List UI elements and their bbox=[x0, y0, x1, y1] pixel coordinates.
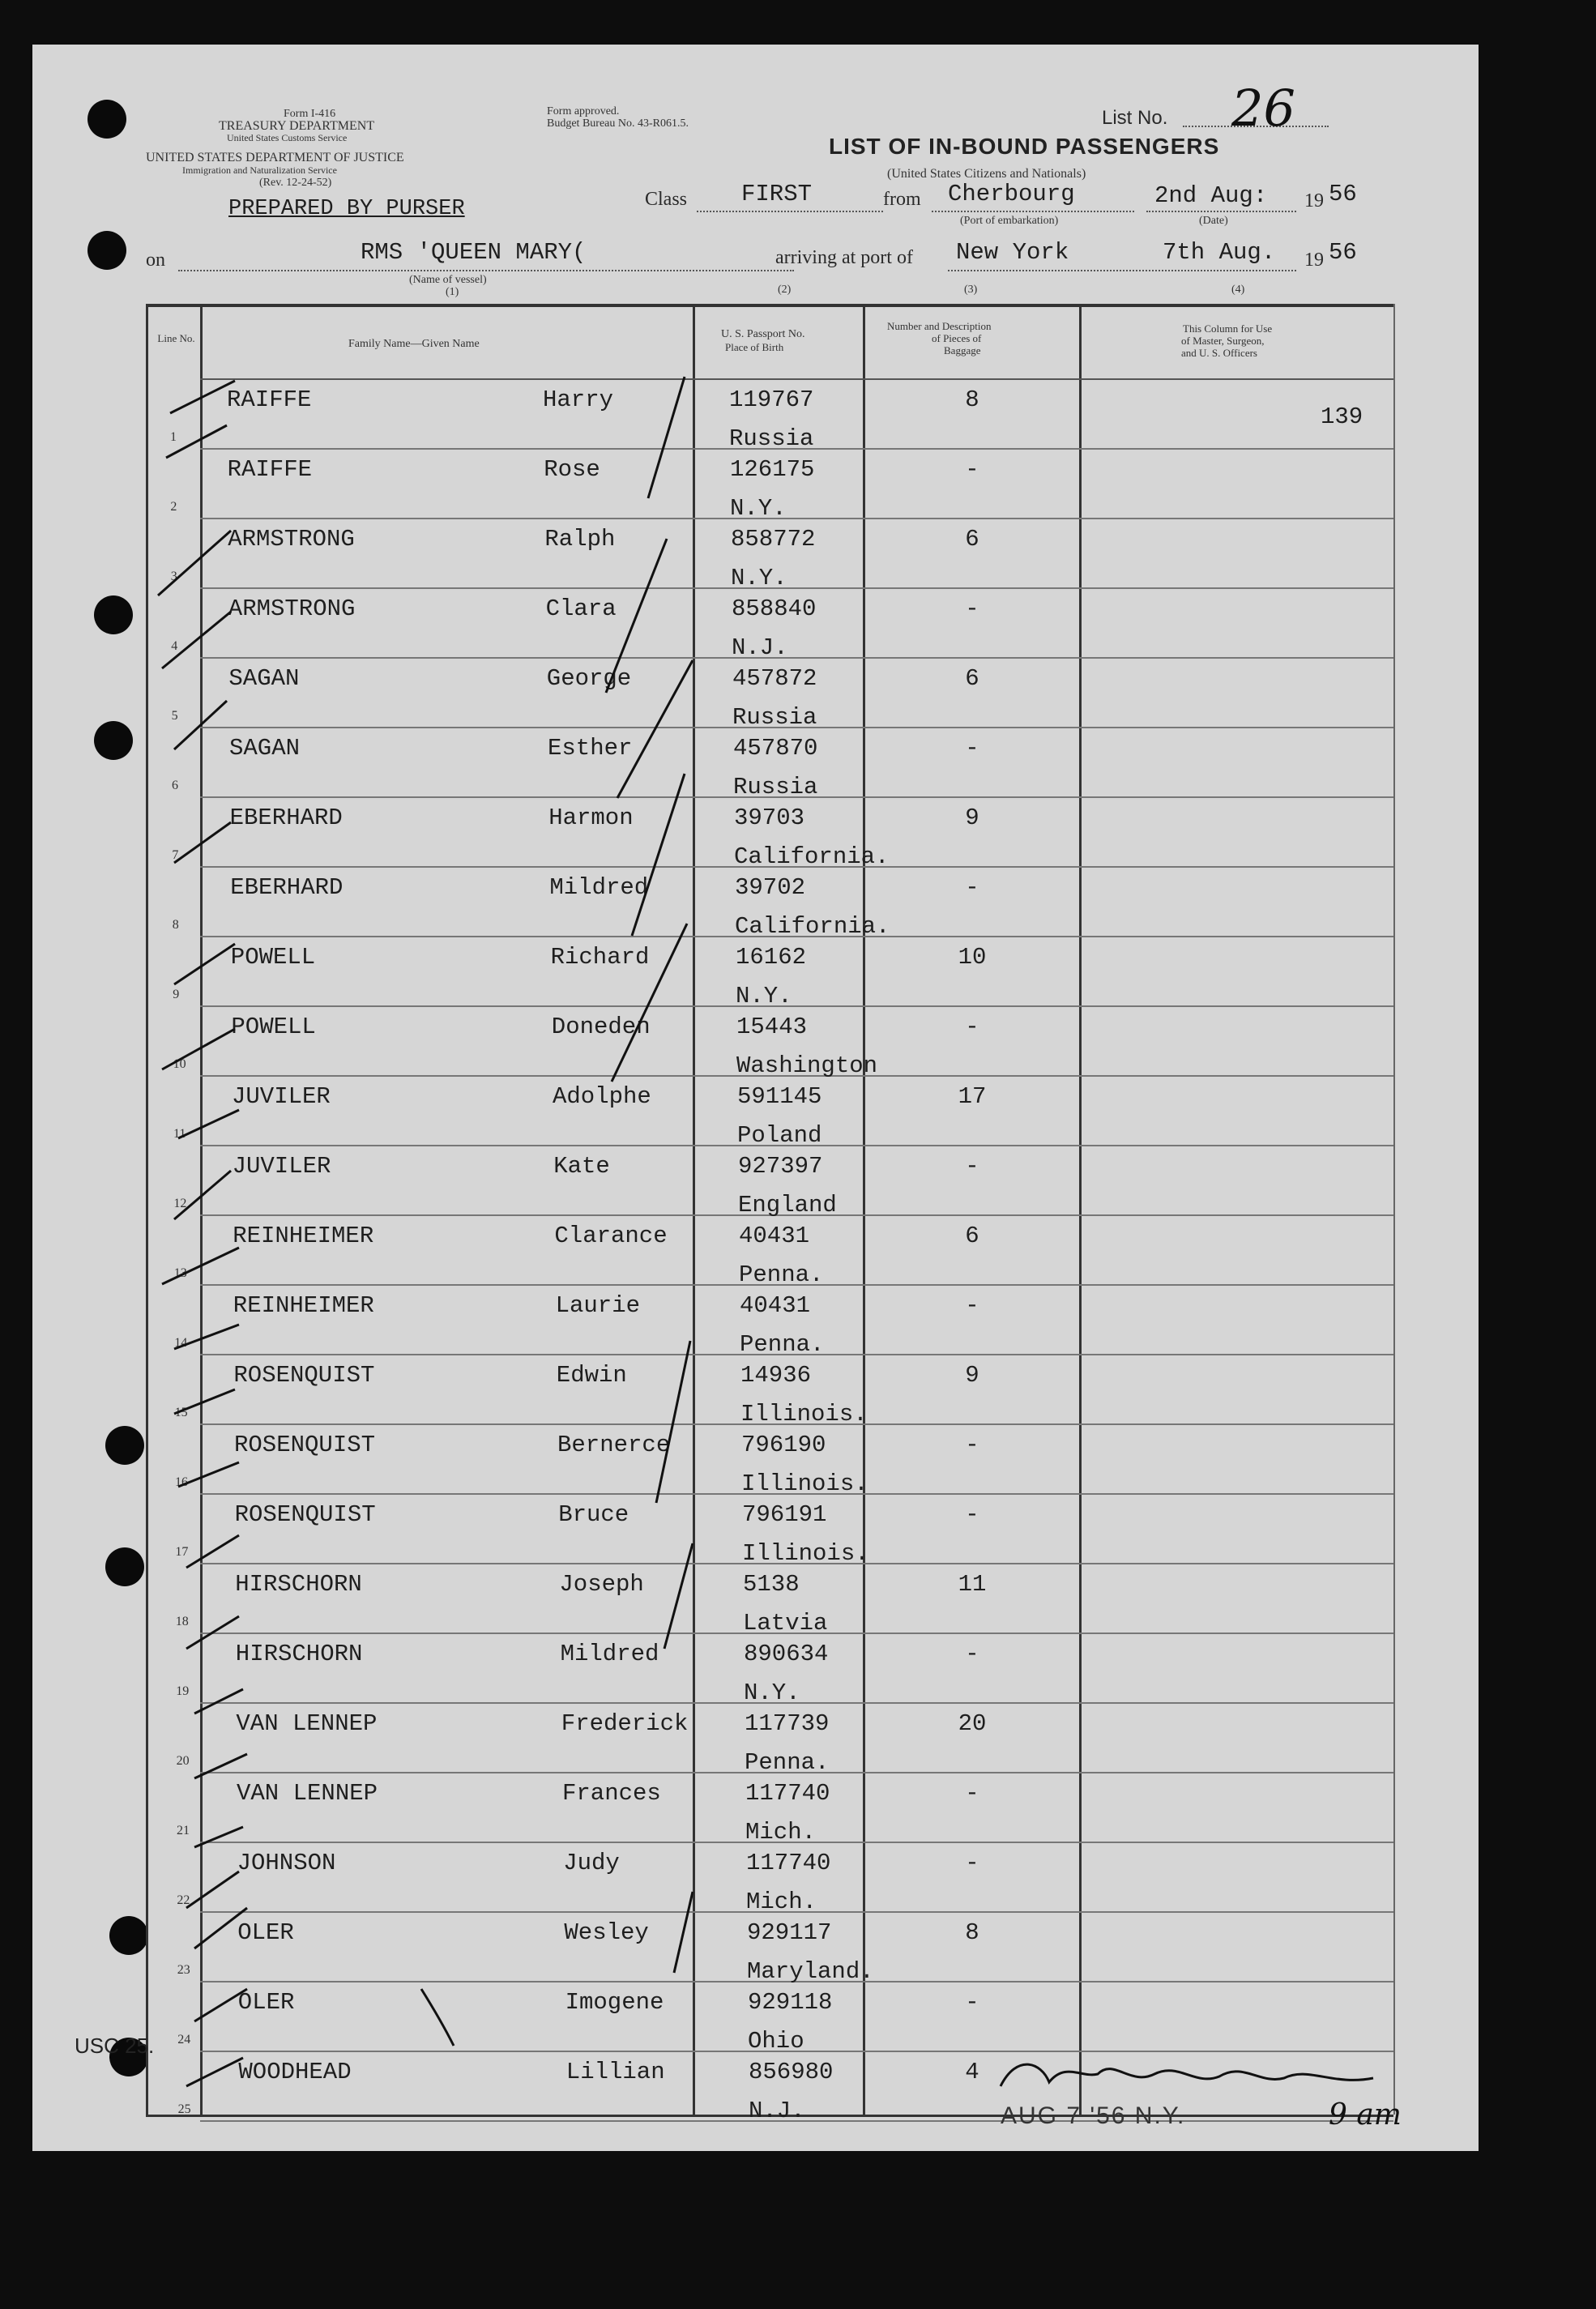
line-number: 7 bbox=[172, 848, 179, 862]
place-of-birth: Russia bbox=[732, 704, 817, 731]
line-number: 20 bbox=[176, 1754, 190, 1768]
place-of-birth: N.Y. bbox=[744, 1679, 800, 1706]
family-name: REINHEIMER bbox=[233, 1292, 374, 1319]
place-of-birth: Russia bbox=[729, 425, 814, 452]
date-note: (Date) bbox=[1199, 215, 1228, 227]
arrival-stamp: AUG 7 '56 N.Y. bbox=[1001, 2102, 1186, 2129]
passport-number: 856980 bbox=[749, 2059, 834, 2085]
family-name: WOODHEAD bbox=[238, 2059, 352, 2085]
line-number: 16 bbox=[175, 1475, 188, 1489]
departure-date: 2nd Aug: bbox=[1154, 182, 1268, 209]
given-name: Frederick bbox=[561, 1710, 689, 1737]
class-label: Class bbox=[645, 189, 688, 210]
passport-number: 796190 bbox=[741, 1432, 826, 1458]
departure-year: 56 bbox=[1329, 181, 1357, 207]
passport-number: 890634 bbox=[744, 1641, 829, 1667]
baggage-count: - bbox=[965, 874, 979, 901]
passport-number: 858772 bbox=[731, 526, 816, 553]
passport-number: 929118 bbox=[748, 1989, 833, 2016]
given-name: Bruce bbox=[558, 1501, 629, 1528]
col-officers-3: and U. S. Officers bbox=[1181, 347, 1257, 359]
col-name: Family Name—Given Name bbox=[348, 338, 480, 350]
justice-department: UNITED STATES DEPARTMENT OF JUSTICE bbox=[146, 151, 404, 164]
col-baggage-3: Baggage bbox=[944, 344, 981, 356]
line-number: 22 bbox=[177, 1893, 190, 1907]
baggage-count: 17 bbox=[958, 1083, 987, 1110]
given-name: Bernerce bbox=[557, 1432, 671, 1458]
family-name: POWELL bbox=[230, 944, 316, 971]
baggage-count: - bbox=[965, 1989, 979, 2016]
line-number: 19 bbox=[176, 1684, 190, 1698]
embark-note: (Port of embarkation) bbox=[960, 215, 1059, 227]
family-name: OLER bbox=[237, 1989, 295, 2016]
passport-number: 126175 bbox=[730, 456, 815, 483]
family-name: JUVILER bbox=[232, 1153, 331, 1180]
place-of-birth: Illinois. bbox=[741, 1470, 868, 1497]
place-of-birth: Penna. bbox=[745, 1749, 830, 1776]
passport-number: 119767 bbox=[729, 386, 814, 413]
arrival-date: 7th Aug. bbox=[1163, 239, 1276, 266]
col-passport-2: Place of Birth bbox=[725, 341, 784, 353]
place-of-birth: Illinois. bbox=[742, 1540, 869, 1567]
baggage-count: 8 bbox=[965, 1919, 979, 1946]
arrival-year: 56 bbox=[1329, 239, 1357, 266]
vessel-note: (Name of vessel) bbox=[409, 274, 487, 286]
passport-number: 796191 bbox=[742, 1501, 827, 1528]
place-of-birth: N.J. bbox=[749, 2098, 805, 2124]
line-number: 2 bbox=[170, 500, 177, 514]
line-number: 23 bbox=[177, 1963, 190, 1977]
baggage-count: 9 bbox=[965, 805, 979, 831]
baggage-count: - bbox=[965, 1501, 979, 1528]
passport-number: 457872 bbox=[732, 665, 817, 692]
title-subtitle: (United States Citizens and Nationals) bbox=[887, 167, 1086, 181]
line-number: 24 bbox=[177, 2033, 191, 2047]
arrival-port: New York bbox=[956, 239, 1069, 266]
given-name: Frances bbox=[562, 1780, 661, 1807]
family-name: JOHNSON bbox=[237, 1850, 336, 1876]
passport-number: 40431 bbox=[739, 1223, 810, 1249]
col-baggage-2: of Pieces of bbox=[932, 332, 982, 344]
baggage-count: - bbox=[965, 735, 979, 762]
passport-number: 117740 bbox=[745, 1780, 830, 1807]
given-name: Harmon bbox=[548, 805, 634, 831]
vessel-name: RMS 'QUEEN MARY( bbox=[361, 239, 587, 266]
on-label: on bbox=[146, 250, 165, 271]
given-name: George bbox=[546, 665, 632, 692]
family-name: ROSENQUIST bbox=[234, 1432, 376, 1458]
treasury-department: TREASURY DEPARTMENT bbox=[219, 119, 375, 133]
passport-number: 929117 bbox=[747, 1919, 832, 1946]
baggage-count: 10 bbox=[958, 944, 987, 971]
family-name: VAN LENNEP bbox=[237, 1780, 378, 1807]
place-of-birth: Penna. bbox=[739, 1261, 824, 1288]
col-officers-1: This Column for Use bbox=[1183, 322, 1273, 335]
baggage-count: 9 bbox=[965, 1362, 979, 1389]
place-of-birth: Mich. bbox=[745, 1819, 817, 1846]
line-number: 5 bbox=[171, 709, 178, 723]
side-note: 139 bbox=[1321, 403, 1363, 430]
given-name: Esther bbox=[548, 735, 633, 762]
family-name: RAIFFE bbox=[227, 456, 313, 483]
baggage-count: 6 bbox=[965, 665, 979, 692]
list-no-label: List No. bbox=[1102, 107, 1168, 129]
place-of-birth: Washington bbox=[736, 1052, 878, 1079]
line-number: 10 bbox=[173, 1057, 186, 1071]
line-number: 3 bbox=[170, 570, 177, 583]
passport-number: 15443 bbox=[736, 1014, 808, 1040]
passport-number: 117740 bbox=[746, 1850, 831, 1876]
given-name: Adolphe bbox=[553, 1083, 651, 1110]
given-name: Wesley bbox=[564, 1919, 649, 1946]
given-name: Laurie bbox=[555, 1292, 641, 1319]
baggage-count: 20 bbox=[958, 1710, 987, 1737]
given-name: Ralph bbox=[544, 526, 616, 553]
year-prefix-2: 19 bbox=[1304, 250, 1324, 271]
customs-service: United States Customs Service bbox=[227, 132, 348, 143]
place-of-birth: N.J. bbox=[732, 634, 788, 661]
line-number: 14 bbox=[174, 1336, 188, 1350]
line-number: 17 bbox=[175, 1545, 189, 1559]
family-name: EBERHARD bbox=[230, 874, 344, 901]
embark-port: Cherbourg bbox=[948, 181, 1075, 207]
baggage-count: - bbox=[965, 1014, 979, 1040]
given-name: Imogene bbox=[565, 1989, 664, 2016]
given-name: Harry bbox=[543, 386, 614, 413]
passport-number: 5138 bbox=[743, 1571, 800, 1598]
given-name: Richard bbox=[550, 944, 650, 971]
place-of-birth: Penna. bbox=[740, 1331, 825, 1358]
col-passport-1: U. S. Passport No. bbox=[721, 328, 805, 340]
place-of-birth: California. bbox=[735, 913, 890, 940]
line-number: 9 bbox=[173, 988, 180, 1001]
family-name: SAGAN bbox=[228, 665, 300, 692]
place-of-birth: N.Y. bbox=[736, 983, 792, 1009]
budget-bureau: Budget Bureau No. 43-R061.5. bbox=[547, 117, 689, 130]
arriving-label: arriving at port of bbox=[775, 247, 913, 268]
passport-number: 39702 bbox=[735, 874, 806, 901]
given-name: Doneden bbox=[551, 1014, 651, 1040]
place-of-birth: Ohio bbox=[748, 2028, 804, 2055]
passport-number: 591145 bbox=[737, 1083, 822, 1110]
passport-number: 858840 bbox=[732, 595, 817, 622]
line-number: 4 bbox=[171, 639, 178, 653]
given-name: Clara bbox=[545, 595, 617, 622]
col-line-no: Line No. bbox=[157, 332, 195, 344]
place-of-birth: Latvia bbox=[743, 1610, 828, 1637]
col-officers-2: of Master, Surgeon, bbox=[1181, 335, 1265, 347]
check-marks bbox=[32, 45, 1479, 2151]
document-title: LIST OF IN-BOUND PASSENGERS bbox=[829, 134, 1220, 159]
line-number: 6 bbox=[172, 779, 178, 792]
passport-number: 117739 bbox=[745, 1710, 830, 1737]
line-number: 15 bbox=[174, 1406, 188, 1419]
line-number: 21 bbox=[177, 1824, 190, 1837]
given-name: Mildred bbox=[549, 874, 649, 901]
class-value: FIRST bbox=[741, 181, 813, 207]
passport-number: 39703 bbox=[734, 805, 805, 831]
baggage-count: - bbox=[965, 1641, 979, 1667]
family-name: VAN LENNEP bbox=[236, 1710, 378, 1737]
form-approved: Form approved. bbox=[547, 105, 620, 117]
passport-number: 927397 bbox=[738, 1153, 823, 1180]
baggage-count: 4 bbox=[965, 2059, 979, 2085]
family-name: ROSENQUIST bbox=[234, 1501, 376, 1528]
line-number: 11 bbox=[173, 1127, 186, 1141]
line-number: 1 bbox=[170, 430, 177, 444]
time-note: 9 am bbox=[1329, 2098, 1402, 2132]
line-number: 13 bbox=[173, 1266, 187, 1280]
place-of-birth: England bbox=[738, 1192, 837, 1219]
family-name: JUVILER bbox=[232, 1083, 331, 1110]
family-name: SAGAN bbox=[229, 735, 301, 762]
family-name: HIRSCHORN bbox=[235, 1571, 362, 1598]
family-name: REINHEIMER bbox=[233, 1223, 374, 1249]
baggage-count: 8 bbox=[965, 386, 979, 413]
family-name: OLER bbox=[237, 1919, 294, 1946]
given-name: Clarance bbox=[554, 1223, 668, 1249]
revision: (Rev. 12-24-52) bbox=[259, 177, 332, 189]
baggage-count: 11 bbox=[958, 1571, 987, 1598]
place-of-birth: Maryland. bbox=[747, 1958, 874, 1985]
form-number: Form I-416 bbox=[284, 108, 336, 120]
given-name: Mildred bbox=[560, 1641, 659, 1667]
purser-signature bbox=[992, 2054, 1430, 2102]
baggage-count: - bbox=[965, 1153, 979, 1180]
line-number: 18 bbox=[175, 1615, 189, 1628]
given-name: Edwin bbox=[556, 1362, 627, 1389]
family-name: EBERHARD bbox=[229, 805, 343, 831]
line-number: 8 bbox=[172, 918, 179, 932]
baggage-count: - bbox=[965, 1292, 979, 1319]
place-of-birth: Mich. bbox=[746, 1889, 817, 1915]
col-num-2: (2) bbox=[778, 284, 792, 296]
place-of-birth: California. bbox=[734, 843, 890, 870]
place-of-birth: Russia bbox=[733, 774, 818, 800]
passport-number: 14936 bbox=[740, 1362, 812, 1389]
passport-number: 457870 bbox=[733, 735, 818, 762]
vessel-note-num: (1) bbox=[446, 286, 459, 298]
given-name: Lillian bbox=[565, 2059, 665, 2085]
list-no-value: 26 bbox=[1231, 79, 1295, 138]
family-name: ARMSTRONG bbox=[228, 595, 356, 622]
col-num-4: (4) bbox=[1231, 284, 1245, 296]
baggage-count: - bbox=[965, 1850, 979, 1876]
place-of-birth: N.Y. bbox=[730, 495, 787, 522]
place-of-birth: Poland bbox=[737, 1122, 822, 1149]
family-name: ROSENQUIST bbox=[233, 1362, 375, 1389]
place-of-birth: Illinois. bbox=[740, 1401, 868, 1428]
family-name: HIRSCHORN bbox=[235, 1641, 363, 1667]
baggage-count: 6 bbox=[965, 1223, 979, 1249]
immigration-service: Immigration and Naturalization Service bbox=[182, 164, 337, 176]
given-name: Joseph bbox=[559, 1571, 644, 1598]
line-number: 25 bbox=[177, 2102, 191, 2116]
usc-mark: USC 25. bbox=[75, 2034, 155, 2058]
family-name: POWELL bbox=[231, 1014, 316, 1040]
from-label: from bbox=[883, 189, 921, 210]
baggage-count: - bbox=[965, 456, 979, 483]
given-name: Rose bbox=[544, 456, 600, 483]
passport-number: 16162 bbox=[736, 944, 807, 971]
family-name: RAIFFE bbox=[227, 386, 312, 413]
line-number: 12 bbox=[173, 1197, 187, 1210]
year-prefix: 19 bbox=[1304, 190, 1324, 211]
col-baggage-1: Number and Description bbox=[887, 320, 992, 332]
form-sheet bbox=[32, 45, 1479, 2151]
given-name: Kate bbox=[553, 1153, 610, 1180]
prepared-by: PREPARED BY PURSER bbox=[228, 197, 465, 221]
baggage-count: - bbox=[965, 595, 979, 622]
place-of-birth: N.Y. bbox=[731, 565, 787, 591]
family-name: ARMSTRONG bbox=[228, 526, 355, 553]
given-name: Judy bbox=[563, 1850, 620, 1876]
passport-number: 40431 bbox=[740, 1292, 811, 1319]
baggage-count: - bbox=[965, 1780, 979, 1807]
baggage-count: - bbox=[965, 1432, 979, 1458]
baggage-count: 6 bbox=[965, 526, 979, 553]
col-num-3: (3) bbox=[964, 284, 978, 296]
